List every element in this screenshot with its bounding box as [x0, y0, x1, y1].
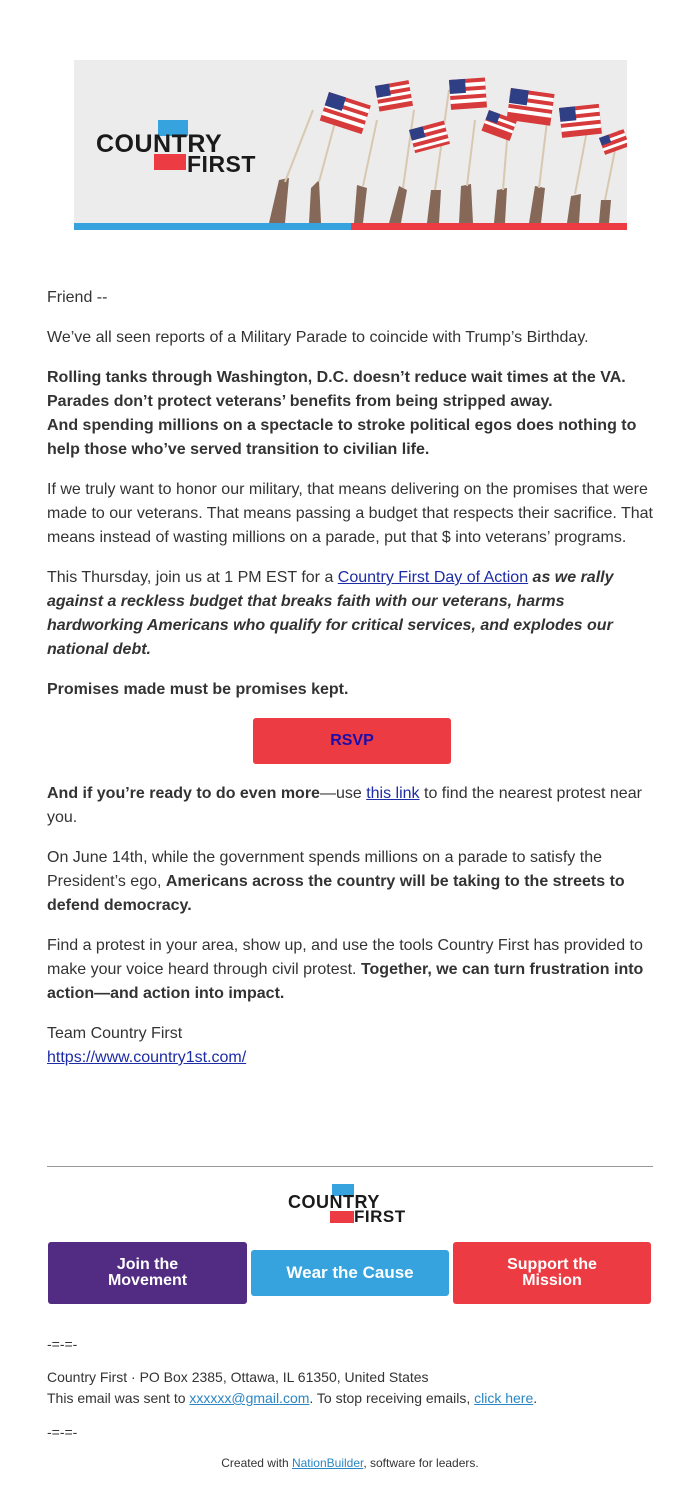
promises-line: Promises made must be promises kept.	[47, 681, 349, 698]
separator-bottom: -=-=-	[47, 1424, 78, 1440]
paragraph-find-protest	[47, 934, 657, 1006]
day-of-action-link[interactable]: Country First Day of Action	[337, 569, 529, 586]
footer-buttons	[48, 1242, 652, 1304]
credit-line	[0, 1456, 700, 1470]
join-movement-button[interactable]	[48, 1242, 247, 1304]
do-more-bold: And if you’re ready to do even more	[47, 785, 320, 802]
do-more-mid: —use	[319, 785, 367, 802]
protest-link[interactable]: this link	[366, 785, 420, 802]
bold-line-2: Parades don’t protect veterans’ benefits from being stripped away.	[47, 393, 553, 410]
sent-mid: . To stop receiving emails,	[309, 1390, 475, 1406]
paragraph-parade: We’ve all seen reports of a Military Parade to coincide with Trump’s Birthday.	[47, 329, 589, 346]
separator-top: -=-=-	[47, 1336, 78, 1352]
legal-text	[47, 1367, 537, 1409]
find-protest-prefix: Find a protest in your area, show up, and use the tools Country First has provided to make your voice heard through civil protest.	[47, 937, 643, 978]
footer-logo-word-first: FIRST	[354, 1207, 406, 1226]
logo-word-first: FIRST	[187, 151, 256, 177]
june-14-prefix: On June 14th, while the government spends millions on a parade to satisfy the President’s ego,	[47, 849, 602, 890]
wear-cause-button[interactable]	[251, 1250, 449, 1296]
paragraph-day-of-action	[47, 566, 657, 662]
header-banner	[74, 60, 627, 230]
website-link[interactable]: https://www.country1st.com/	[47, 1049, 247, 1066]
join-movement-label: Join the Movement	[107, 1256, 188, 1289]
june-14-bold: Americans across the country will be taking to the streets to defend democracy.	[47, 873, 625, 914]
paragraph-do-more	[47, 782, 657, 830]
day-of-action-rally: as we rally against a reckless budget that breaks faith with our veterans, harms hardworking Americans who qualify for critical services, and explodes our national debt.	[47, 569, 614, 658]
support-mission-label: Support the Mission	[507, 1256, 597, 1289]
credit-suffix: , software for leaders.	[363, 1456, 479, 1470]
mailing-address: Country First · PO Box 2385, Ottawa, IL 61350, United States	[47, 1369, 429, 1385]
footer-logo	[288, 1184, 412, 1226]
wear-cause-label: Wear the Cause	[286, 1263, 414, 1282]
header-logo	[96, 118, 266, 177]
nationbuilder-link[interactable]: NationBuilder	[291, 1456, 364, 1470]
bold-statement	[47, 366, 657, 462]
banner-stripe-blue	[74, 223, 351, 230]
support-mission-button[interactable]	[453, 1242, 651, 1304]
rsvp-button[interactable]: RSVP	[253, 718, 451, 764]
banner-stripe-red	[351, 223, 627, 230]
find-protest-bold: Together, we can turn frustration into action—and action into impact.	[47, 961, 644, 1002]
credit-prefix: Created with	[221, 1456, 292, 1470]
paragraph-honor-military: If we truly want to honor our military, that means delivering on the promises that were made to our veterans. That means passing a budget that respects their sacrifice. That means instead of wasting millions on a parade, put that $ into veterans’ programs.	[47, 481, 653, 546]
footer-logo-word-country: COUNTRY	[288, 1192, 380, 1212]
logo-word-country: COUNTRY	[96, 130, 223, 158]
rsvp-wrap	[47, 718, 657, 764]
recipient-email-link[interactable]: xxxxxx@gmail.com	[189, 1390, 310, 1406]
bold-line-1: Rolling tanks through Washington, D.C. doesn’t reduce wait times at the VA.	[47, 369, 626, 386]
sent-to-line	[47, 1388, 537, 1409]
footer-divider	[47, 1166, 653, 1167]
unsubscribe-link[interactable]: click here	[474, 1390, 534, 1406]
signoff: Team Country First	[47, 1025, 183, 1042]
paragraph-june-14	[47, 846, 657, 918]
signature	[47, 1022, 657, 1070]
do-more-suffix: to find the nearest protest near you.	[47, 785, 642, 826]
email-body	[47, 286, 657, 1086]
waving-flags-icon	[249, 60, 627, 223]
day-of-action-prefix: This Thursday, join us at 1 PM EST for a	[47, 569, 338, 586]
greeting: Friend --	[47, 289, 108, 306]
sent-suffix: .	[533, 1390, 538, 1406]
sent-prefix: This email was sent to	[47, 1390, 190, 1406]
bold-line-3: And spending millions on a spectacle to stroke political egos does nothing to help those who’ve served transition to civilian life.	[47, 417, 637, 458]
